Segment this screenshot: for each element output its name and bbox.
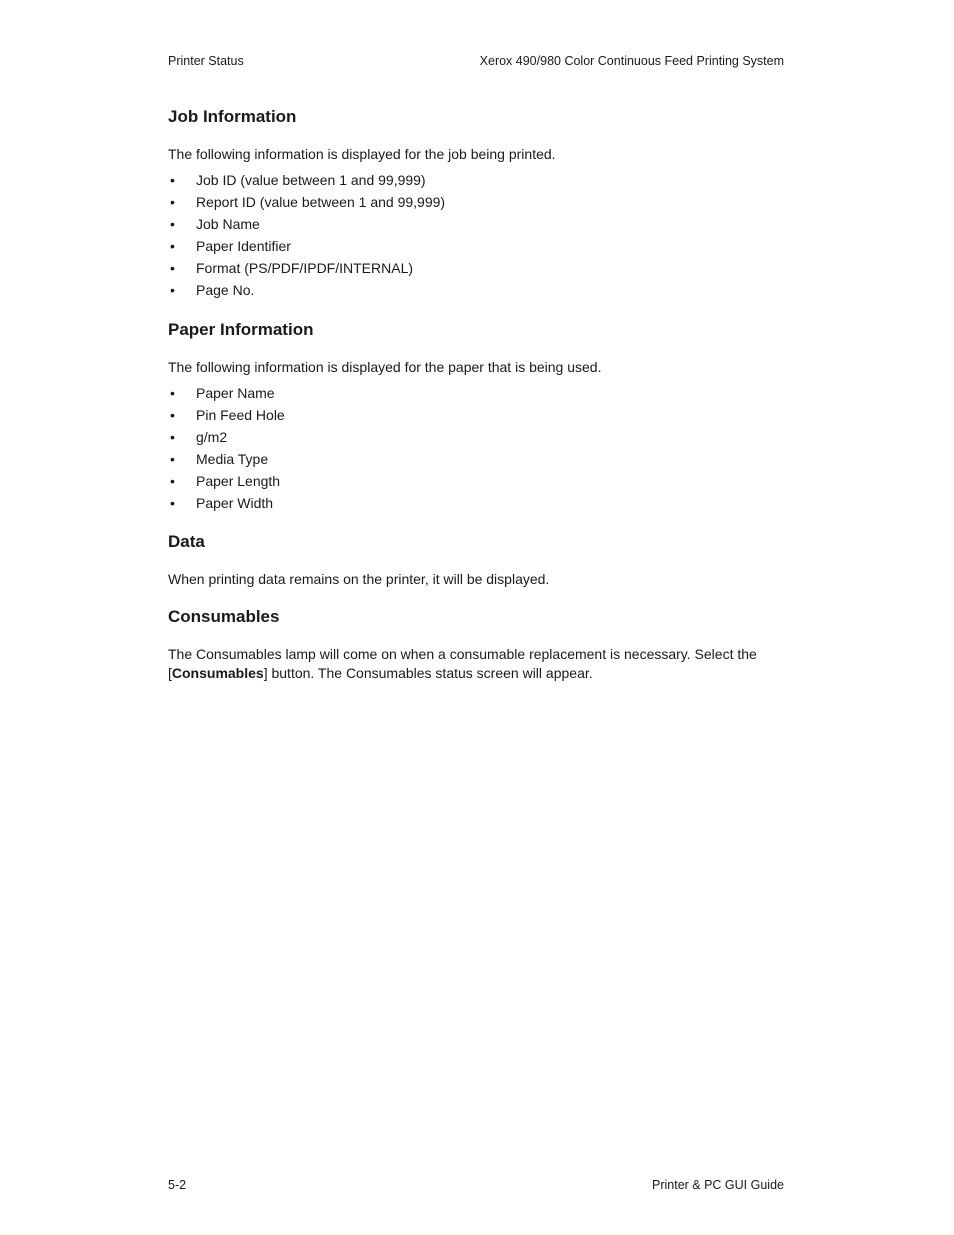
header-document-title: Xerox 490/980 Color Continuous Feed Printing System bbox=[479, 54, 784, 68]
page-footer bbox=[168, 1176, 784, 1194]
consumables-section bbox=[168, 604, 784, 683]
page-content bbox=[168, 104, 784, 683]
job-information-list bbox=[168, 169, 784, 301]
consumables-body-line-2 bbox=[168, 664, 784, 683]
data-body: When printing data remains on the printer, it will be displayed. bbox=[168, 571, 550, 587]
list-item: • Page No. bbox=[168, 279, 784, 301]
header-section-title: Printer Status bbox=[168, 54, 244, 68]
list-item: • g/m2 bbox=[168, 426, 784, 448]
footer-guide-title: Printer & PC GUI Guide bbox=[652, 1178, 784, 1192]
consumables-heading: Consumables bbox=[168, 607, 280, 626]
list-item: • Paper Identifier bbox=[168, 235, 784, 257]
data-heading: Data bbox=[168, 532, 205, 551]
job-information-heading: Job Information bbox=[168, 107, 297, 126]
consumables-body-line-1: The Consumables lamp will come on when a consumable replacement is necessary. Select the bbox=[168, 646, 757, 662]
list-item: • Paper Width bbox=[168, 492, 784, 514]
page-header bbox=[168, 52, 784, 70]
data-section bbox=[168, 529, 784, 589]
list-item: • Pin Feed Hole bbox=[168, 404, 784, 426]
job-information-section bbox=[168, 104, 784, 301]
consumables-body bbox=[168, 645, 784, 683]
paper-information-heading: Paper Information bbox=[168, 320, 314, 339]
list-item: • Format (PS/PDF/IPDF/INTERNAL) bbox=[168, 257, 784, 279]
paper-information-list bbox=[168, 382, 784, 514]
consumables-button-reference: Consumables bbox=[171, 665, 264, 681]
consumables-body-line-2-rest: ] button. The Consumables status screen will appear. bbox=[263, 665, 593, 681]
list-item: • Paper Name bbox=[168, 382, 784, 404]
paper-information-intro: The following information is displayed for the paper that is being used. bbox=[168, 359, 602, 375]
page-number: 5-2 bbox=[168, 1178, 187, 1192]
list-item: • Paper Length bbox=[168, 470, 784, 492]
list-item: • Media Type bbox=[168, 448, 784, 470]
job-information-intro: The following information is displayed for the job being printed. bbox=[168, 146, 556, 162]
paper-information-section bbox=[168, 317, 784, 514]
list-item: • Report ID (value between 1 and 99,999) bbox=[168, 191, 784, 213]
list-item: • Job Name bbox=[168, 213, 784, 235]
bracket-open: [ bbox=[168, 665, 172, 681]
list-item: • Job ID (value between 1 and 99,999) bbox=[168, 169, 784, 191]
